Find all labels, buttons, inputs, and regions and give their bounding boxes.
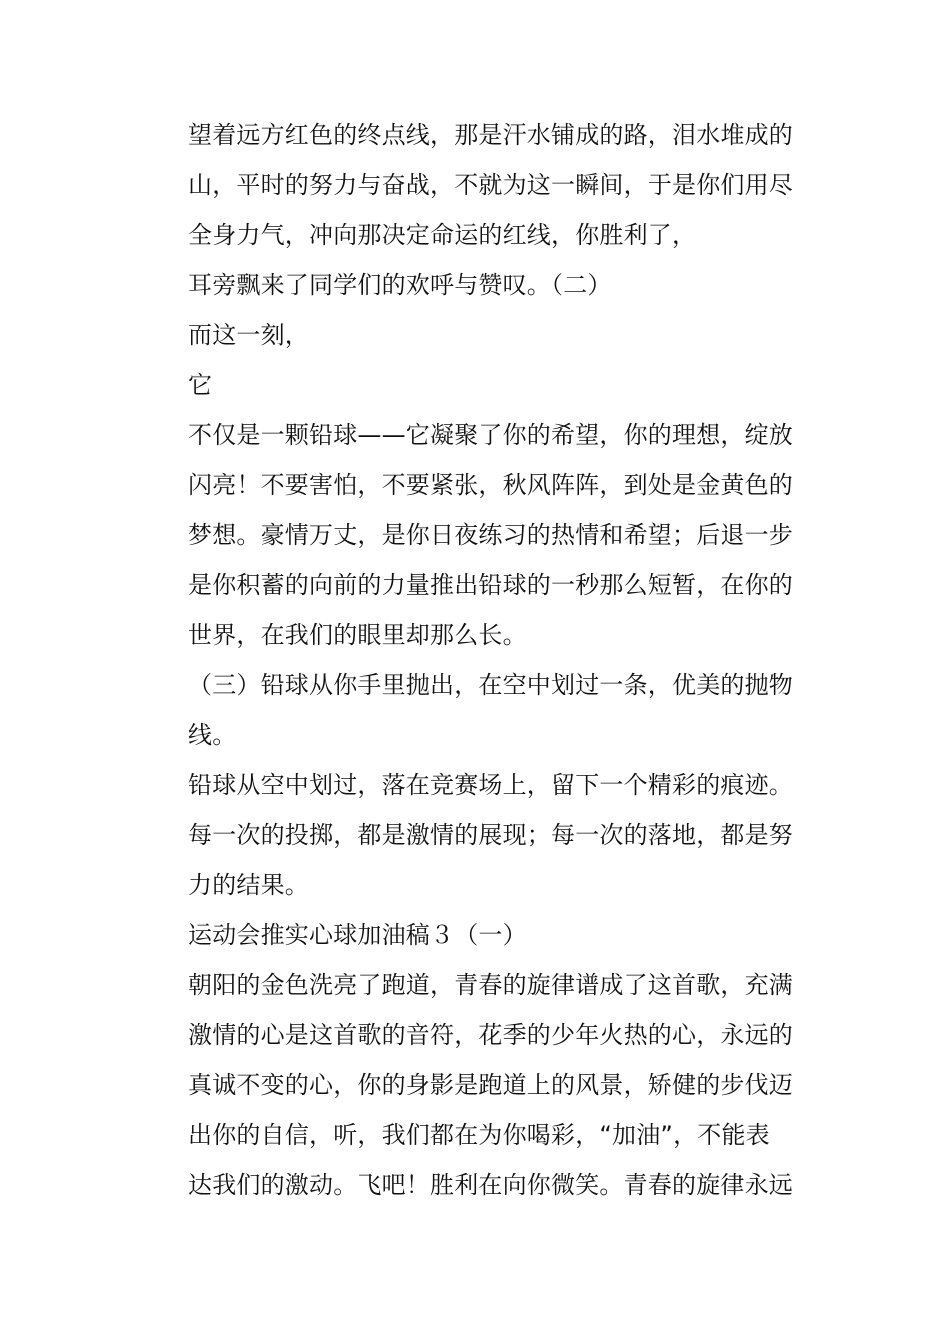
text-line: 山，平时的努力与奋战，不就为这一瞬间，于是你们用尽 [188, 171, 793, 199]
text-line: 激情的心是这首歌的音符，花季的少年火热的心，永远的 [188, 1021, 793, 1049]
text-line: 闪亮！不要害怕，不要紧张，秋风阵阵，到处是金黄色的 [188, 471, 793, 499]
text-line: 望着远方红色的终点线，那是汗水铺成的路，泪水堆成的 [188, 121, 793, 149]
section-heading: 运动会推实心球加油稿３（一） [188, 921, 527, 949]
text-line: 梦想。豪情万丈，是你日夜练习的热情和希望；后退一步 [188, 521, 793, 549]
text-line: 而这一刻， [188, 321, 309, 349]
text-line: 它 [188, 371, 213, 399]
text-line: 耳旁飘来了同学们的欢呼与赞叹。（二） [188, 271, 612, 299]
text-line: 铅球从空中划过，落在竞赛场上，留下一个精彩的痕迹。 [188, 771, 793, 799]
text-line: 力的结果。 [188, 871, 309, 899]
text-line: （三）铅球从你手里抛出，在空中划过一条，优美的抛物 [188, 671, 793, 699]
text-line: 出你的自信，听，我们都在为你喝彩，“加油”，不能表 [188, 1121, 770, 1149]
text-line: 世界，在我们的眼里却那么长。 [188, 621, 527, 649]
text-line: 达我们的激动。飞吧！胜利在向你微笑。青春的旋律永远 [188, 1171, 793, 1199]
text-line: 真诚不变的心，你的身影是跑道上的风景，矫健的步伐迈 [188, 1071, 793, 1099]
text-line: 每一次的投掷，都是激情的展现；每一次的落地，都是努 [188, 821, 793, 849]
text-line: 不仅是一颗铅球——它凝聚了你的希望，你的理想，绽放 [188, 421, 793, 449]
text-line: 线。 [188, 721, 237, 749]
text-line: 全身力气，冲向那决定命运的红线，你胜利了， [188, 221, 697, 249]
document-body [188, 110, 828, 1210]
text-line: 是你积蓄的向前的力量推出铅球的一秒那么短暂，在你的 [188, 571, 793, 599]
text-line: 朝阳的金色洗亮了跑道，青春的旋律谱成了这首歌，充满 [188, 971, 793, 999]
